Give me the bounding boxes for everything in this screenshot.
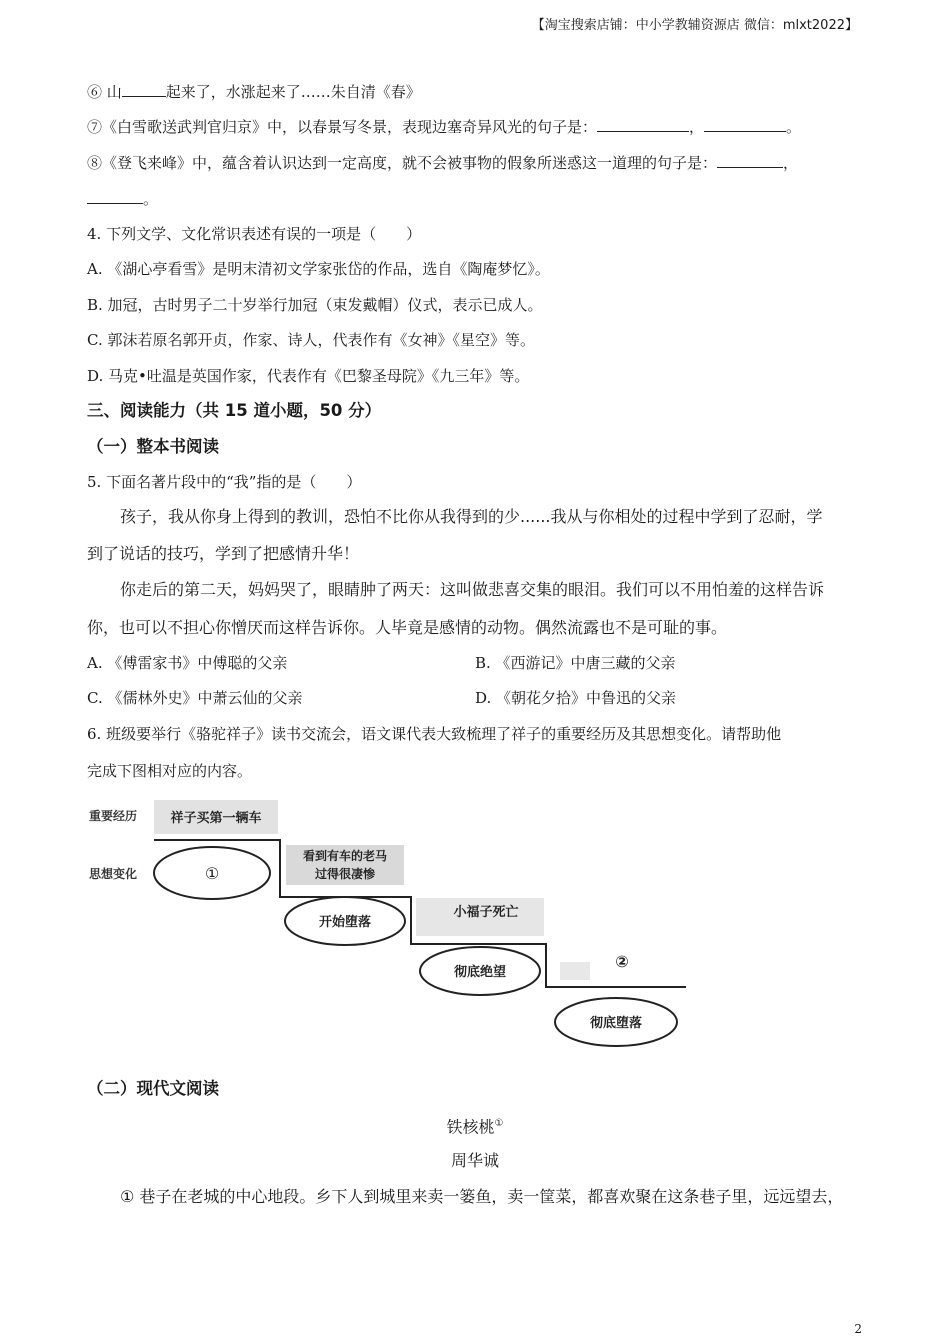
question-4-option-c: C. 郭沫若原名郭开贞，作家、诗人，代表作有《女神》《星空》等。 xyxy=(87,331,535,349)
section-3-part-2-title: （二）现代文阅读 xyxy=(87,1079,219,1098)
item-7 xyxy=(87,116,801,138)
question-4-option-d: D. 马克•吐温是英国作家，代表作有《巴黎圣母院》《九三年》等。 xyxy=(87,367,530,385)
page-number: 2 xyxy=(854,1322,862,1336)
article-title-text: 铁核桃 xyxy=(446,1117,495,1137)
article-title-footnote-mark: ① xyxy=(494,1118,504,1129)
question-5-passage-line-1: 孩子，我从你身上得到的教训，恐怕不比你从我得到的少......我从与你相处的过程中学到了忍耐，学 xyxy=(120,507,823,526)
item-7-blank-2 xyxy=(704,117,786,132)
question-5-passage-line-3: 你走后的第二天，妈妈哭了，眼睛肿了两天：这叫做悲喜交集的眼泪。我们可以不用怕羞的这样告诉 xyxy=(120,580,825,599)
question-4-option-b: B. 加冠，古时男子二十岁举行加冠（束发戴帽）仪式，表示已成人。 xyxy=(87,296,543,314)
row-label-thoughts: 思想变化 xyxy=(89,867,138,881)
question-5-option-a: A. 《傅雷家书》中傅聪的父亲 xyxy=(87,654,288,672)
item-8-end: 。 xyxy=(143,190,159,208)
item-6-before: ⑥ 山 xyxy=(87,83,122,101)
question-5-option-b: B. 《西游记》中唐三藏的父亲 xyxy=(475,654,676,672)
item-6-after: 起来了，水涨起来了……朱自清《春》 xyxy=(165,83,421,101)
question-4-option-a: A. 《湖心亭看雪》是明末清初文学家张岱的作品，选自《陶庵梦忆》。 xyxy=(87,260,550,278)
item-8-sep: ， xyxy=(783,154,799,172)
xiangzi-experience-diagram xyxy=(86,792,696,1057)
thought-text-3: 彻底绝望 xyxy=(453,965,507,980)
thought-text-1: ① xyxy=(204,864,220,883)
article-author: 周华诚 xyxy=(450,1151,499,1170)
question-5-passage-line-2: 到了说话的技巧，学到了把感情升华！ xyxy=(87,544,360,563)
article-title xyxy=(0,1113,950,1138)
section-3-title: 三、阅读能力（共 15 道小题，50 分） xyxy=(87,401,382,420)
item-6 xyxy=(87,81,421,103)
thought-text-2: 开始堕落 xyxy=(318,915,372,930)
article-paragraph-1: ① 巷子在老城的中心地段。乡下人到城里来卖一篓鱼，卖一筐菜，都喜欢聚在这条巷子里，远远望去， xyxy=(120,1187,844,1206)
item-7-text: ⑦《白雪歌送武判官归京》中，以春景写冬景，表现边塞奇异风光的句子是： xyxy=(87,118,598,136)
item-6-blank xyxy=(122,82,166,97)
item-8 xyxy=(87,152,798,174)
event-text-2-line-1: 看到有车的老马 xyxy=(302,849,388,863)
header-watermark-note: 【淘宝搜索店铺：中小学教辅资源店 微信：mlxt2022】 xyxy=(531,18,858,33)
event-text-1: 祥子买第一辆车 xyxy=(170,811,262,826)
item-7-sep: ， xyxy=(689,118,705,136)
item-7-blank-1 xyxy=(597,117,689,132)
question-5-stem: 5. 下面名著片段中的“我”指的是（ ） xyxy=(87,473,362,491)
item-8-blank-2 xyxy=(87,189,143,204)
event-text-3: 小福子死亡 xyxy=(453,905,519,920)
question-6-stem-line-1: 6. 班级要举行《骆驼祥子》读书交流会，语文课代表大致梳理了祥子的重要经历及其思想变化。请帮助他 xyxy=(87,725,782,743)
question-5-option-d: D. 《朝花夕拾》中鲁迅的父亲 xyxy=(475,689,677,707)
event-text-4: ② xyxy=(615,952,629,971)
question-6-stem-line-2: 完成下图相对应的内容。 xyxy=(87,762,253,780)
row-label-events: 重要经历 xyxy=(89,809,138,823)
item-8-text: ⑧《登飞来峰》中，蕴含着认识达到一定高度，就不会被事物的假象所迷惑这一道理的句子是： xyxy=(87,154,718,172)
thought-text-4: 彻底堕落 xyxy=(589,1016,643,1031)
section-3-part-1-title: （一）整本书阅读 xyxy=(87,437,219,456)
question-5-option-c: C. 《儒林外史》中萧云仙的父亲 xyxy=(87,689,303,707)
item-7-end: 。 xyxy=(786,118,802,136)
question-5-passage-line-4: 你，也可以不担心你憎厌而这样告诉你。人毕竟是感情的动物。偶然流露也不是可耻的事。 xyxy=(87,618,728,637)
event-text-2-line-2: 过得很凄惨 xyxy=(314,867,376,881)
item-8-cont xyxy=(87,188,158,210)
question-4-stem: 4. 下列文学、文化常识表述有误的一项是（ ） xyxy=(87,225,422,243)
item-8-blank-1 xyxy=(717,153,783,168)
event-box-4 xyxy=(560,962,590,980)
